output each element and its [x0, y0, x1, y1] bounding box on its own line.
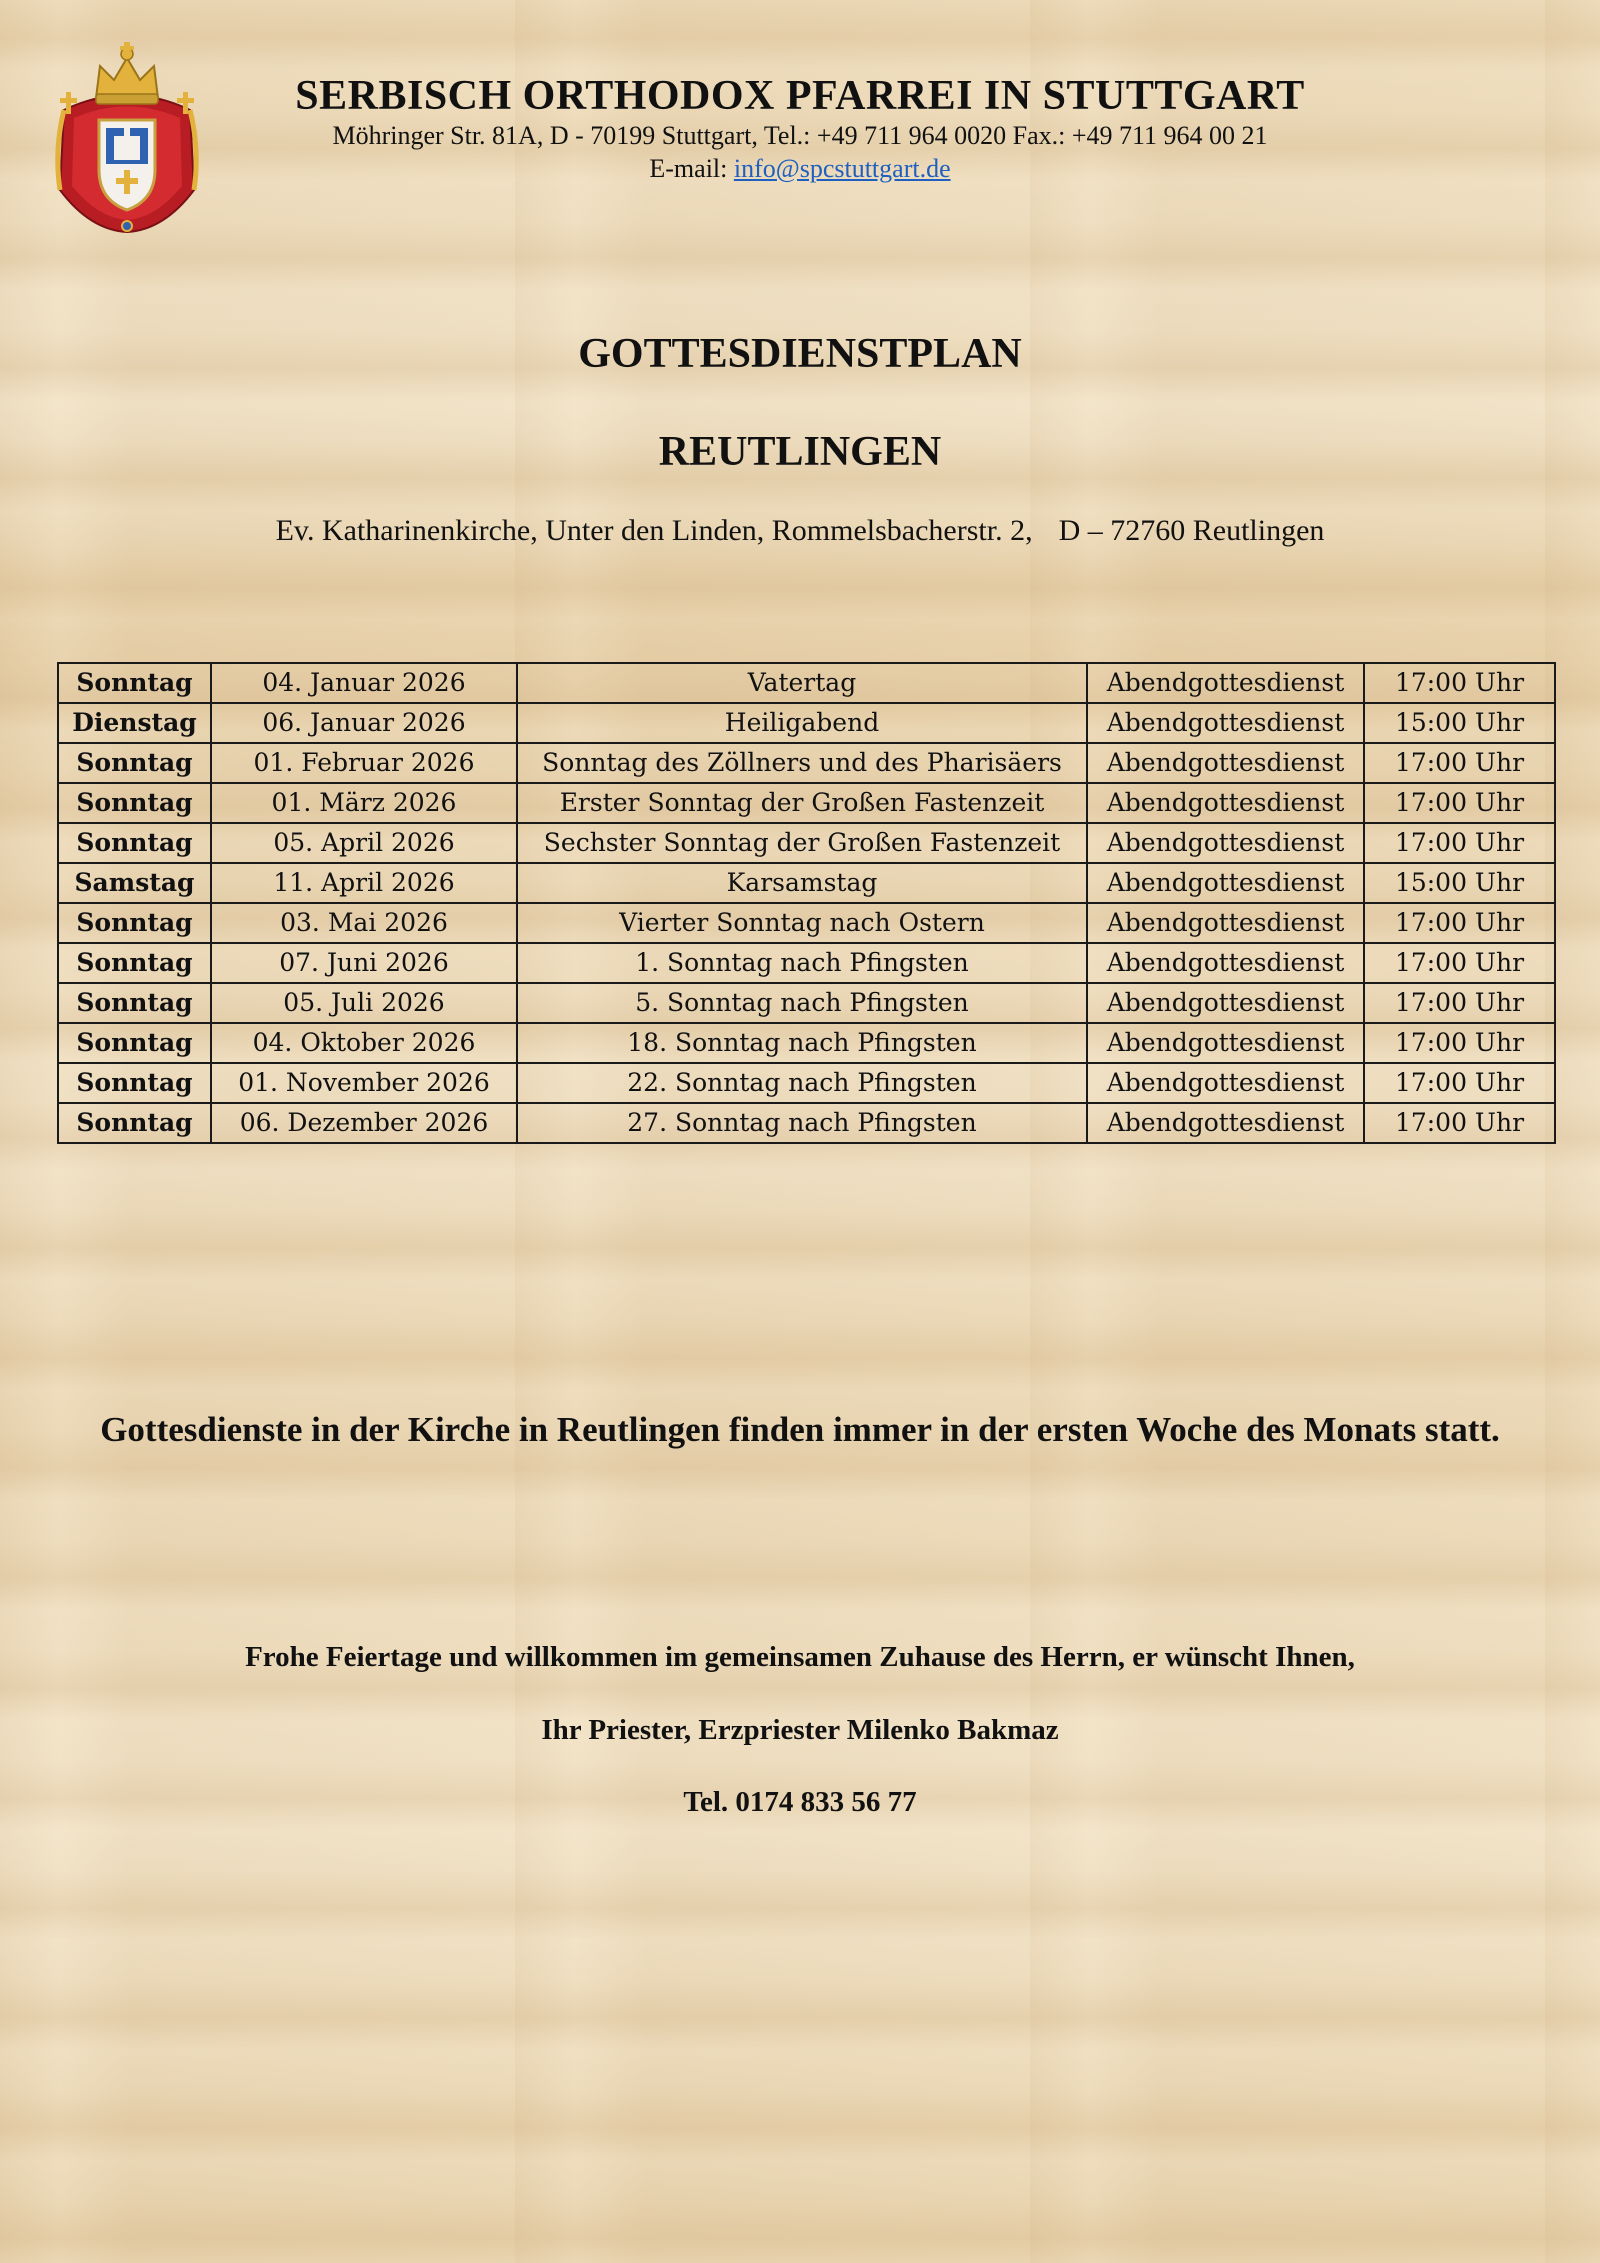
occasion-cell: Erster Sonntag der Großen Fastenzeit	[517, 783, 1087, 823]
service-cell: Abendgottesdienst	[1087, 743, 1364, 783]
day-cell: Sonntag	[58, 983, 211, 1023]
date-cell: 03. Mai 2026	[211, 903, 517, 943]
day-cell: Samstag	[58, 863, 211, 903]
table-row	[58, 703, 1555, 743]
schedule-body	[58, 663, 1555, 1143]
time-cell: 17:00 Uhr	[1364, 743, 1555, 783]
date-cell: 05. Juli 2026	[211, 983, 517, 1023]
date-cell: 01. Februar 2026	[211, 743, 517, 783]
date-cell: 01. November 2026	[211, 1063, 517, 1103]
occasion-cell: 27. Sonntag nach Pfingsten	[517, 1103, 1087, 1143]
occasion-cell: Vatertag	[517, 663, 1087, 703]
date-cell: 11. April 2026	[211, 863, 517, 903]
day-cell: Dienstag	[58, 703, 211, 743]
service-schedule-table	[57, 662, 1556, 1144]
date-cell: 05. April 2026	[211, 823, 517, 863]
table-row	[58, 823, 1555, 863]
parish-name: SERBISCH ORTHODOX PFARREI IN STUTTGART	[295, 73, 1305, 119]
day-cell: Sonntag	[58, 663, 211, 703]
day-cell: Sonntag	[58, 823, 211, 863]
time-cell: 17:00 Uhr	[1364, 1063, 1555, 1103]
time-cell: 17:00 Uhr	[1364, 983, 1555, 1023]
service-cell: Abendgottesdienst	[1087, 1103, 1364, 1143]
table-row	[58, 783, 1555, 823]
email-label: E-mail:	[649, 153, 728, 183]
day-cell: Sonntag	[58, 1023, 211, 1063]
table-row	[58, 903, 1555, 943]
day-cell: Sonntag	[58, 943, 211, 983]
date-cell: 06. Januar 2026	[211, 703, 517, 743]
parish-address: Möhringer Str. 81A, D - 70199 Stuttgart, Tel.: +49 711 964 0020 Fax.: +49 711 964 00 21	[332, 121, 1268, 151]
date-cell: 04. Oktober 2026	[211, 1023, 517, 1063]
time-cell: 15:00 Uhr	[1364, 703, 1555, 743]
parish-email-line	[200, 153, 1400, 186]
day-cell: Sonntag	[58, 903, 211, 943]
time-cell: 17:00 Uhr	[1364, 903, 1555, 943]
church-city: D – 72760 Reutlingen	[1058, 514, 1325, 547]
day-cell: Sonntag	[58, 783, 211, 823]
closing-greeting: Frohe Feiertage und willkommen im gemeinsamen Zuhause des Herrn, er wünscht Ihnen,	[245, 1641, 1355, 1673]
time-cell: 17:00 Uhr	[1364, 663, 1555, 703]
occasion-cell: Karsamstag	[517, 863, 1087, 903]
time-cell: 17:00 Uhr	[1364, 943, 1555, 983]
email-link[interactable]: info@spcstuttgart.de	[733, 153, 951, 183]
date-cell: 04. Januar 2026	[211, 663, 517, 703]
time-cell: 17:00 Uhr	[1364, 1023, 1555, 1063]
date-cell: 07. Juni 2026	[211, 943, 517, 983]
time-cell: 17:00 Uhr	[1364, 823, 1555, 863]
service-cell: Abendgottesdienst	[1087, 703, 1364, 743]
occasion-cell: 22. Sonntag nach Pfingsten	[517, 1063, 1087, 1103]
table-row	[58, 743, 1555, 783]
table-row	[58, 1063, 1555, 1103]
service-cell: Abendgottesdienst	[1087, 863, 1364, 903]
service-cell: Abendgottesdienst	[1087, 903, 1364, 943]
priest-phone: Tel. 0174 833 56 77	[683, 1786, 917, 1818]
time-cell: 17:00 Uhr	[1364, 783, 1555, 823]
time-cell: 15:00 Uhr	[1364, 863, 1555, 903]
church-crest-icon	[44, 40, 210, 238]
page-title: GOTTESDIENSTPLAN	[578, 331, 1022, 377]
table-row	[58, 863, 1555, 903]
service-cell: Abendgottesdienst	[1087, 823, 1364, 863]
occasion-cell: Sonntag des Zöllners und des Pharisäers	[517, 743, 1087, 783]
service-cell: Abendgottesdienst	[1087, 943, 1364, 983]
schedule-notice: Gottesdienste in der Kirche in Reutlingen finden immer in der ersten Woche des Monats statt.	[100, 1410, 1500, 1449]
occasion-cell: Heiligabend	[517, 703, 1087, 743]
occasion-cell: Sechster Sonntag der Großen Fastenzeit	[517, 823, 1087, 863]
table-row	[58, 663, 1555, 703]
church-street: Ev. Katharinenkirche, Unter den Linden, Rommelsbacherstr. 2,	[275, 514, 1033, 547]
priest-signature: Ihr Priester, Erzpriester Milenko Bakmaz	[541, 1714, 1059, 1746]
day-cell: Sonntag	[58, 1103, 211, 1143]
service-cell: Abendgottesdienst	[1087, 983, 1364, 1023]
parish-header	[200, 72, 1400, 185]
occasion-cell: 5. Sonntag nach Pfingsten	[517, 983, 1087, 1023]
occasion-cell: Vierter Sonntag nach Ostern	[517, 903, 1087, 943]
church-address	[0, 514, 1600, 548]
service-cell: Abendgottesdienst	[1087, 663, 1364, 703]
date-cell: 06. Dezember 2026	[211, 1103, 517, 1143]
occasion-cell: 1. Sonntag nach Pfingsten	[517, 943, 1087, 983]
service-cell: Abendgottesdienst	[1087, 1023, 1364, 1063]
occasion-cell: 18. Sonntag nach Pfingsten	[517, 1023, 1087, 1063]
time-cell: 17:00 Uhr	[1364, 1103, 1555, 1143]
table-row	[58, 943, 1555, 983]
location-title: REUTLINGEN	[658, 429, 942, 475]
table-row	[58, 1023, 1555, 1063]
day-cell: Sonntag	[58, 1063, 211, 1103]
service-cell: Abendgottesdienst	[1087, 783, 1364, 823]
table-row	[58, 1103, 1555, 1143]
day-cell: Sonntag	[58, 743, 211, 783]
table-row	[58, 983, 1555, 1023]
service-cell: Abendgottesdienst	[1087, 1063, 1364, 1103]
date-cell: 01. März 2026	[211, 783, 517, 823]
